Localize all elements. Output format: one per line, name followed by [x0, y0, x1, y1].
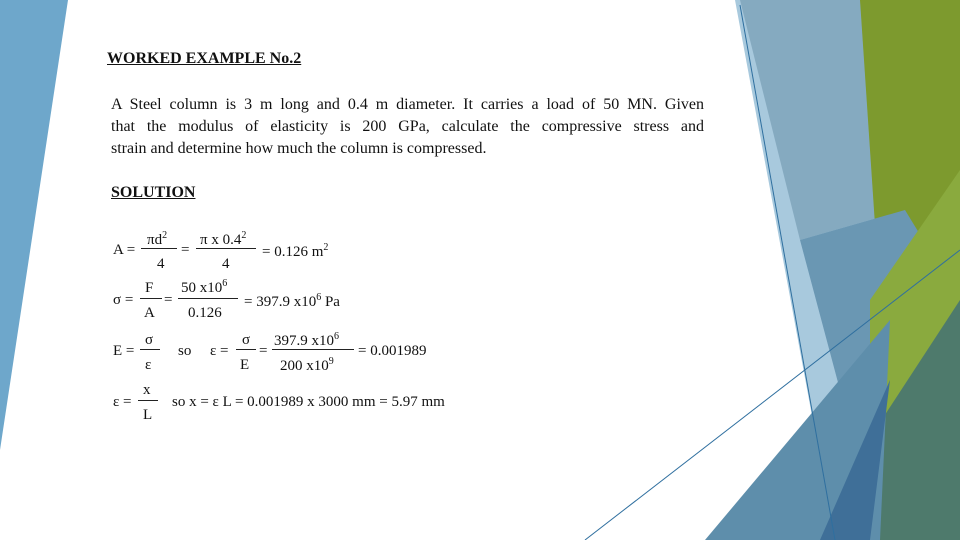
eq3-fraction-bar-3 — [272, 349, 354, 350]
eq4-den1: L — [143, 407, 153, 423]
eq3-fraction-bar-2 — [236, 349, 256, 350]
eq1-fraction-bar-1 — [141, 248, 177, 249]
eq1-num1: $\pi d^2$ — [147, 230, 168, 248]
eq1-den1: 4 — [157, 256, 165, 272]
eq3-num2: σ — [242, 332, 251, 348]
eq4-rhs: so x = ε L = 0.001989 x 3000 mm = 5.97 mm — [172, 394, 445, 410]
eq2-fraction-bar-1 — [140, 298, 162, 299]
eq2-rhs: = 397.9 $x10^6$ Pa — [244, 292, 340, 310]
eq3-den1: ε — [145, 357, 152, 373]
eq3-den3: 200 $x10^9$ — [280, 356, 334, 374]
left-accent-shape — [0, 0, 68, 450]
eq1-equals: = — [181, 242, 190, 258]
eq3-so: so — [178, 343, 192, 359]
eq3-rhs: = 0.001989 — [358, 343, 427, 359]
eq2-lhs: σ = — [113, 292, 134, 308]
eq2-den2: 0.126 — [188, 305, 222, 321]
eq2-equals: = — [164, 292, 173, 308]
eq2-num1: F — [145, 280, 154, 296]
eq1-num2: π x $0.4^2$ — [200, 230, 247, 248]
eq1-fraction-bar-2 — [196, 248, 256, 249]
eq3-equals: = — [259, 343, 268, 359]
eq3-fraction-bar-1 — [140, 349, 160, 350]
eq2-den1: A — [144, 305, 155, 321]
eq4-num1: x — [143, 382, 151, 398]
eq1-lhs: A = — [113, 242, 136, 258]
eq3-num1: σ — [145, 332, 154, 348]
eq2-num2: 50 $x10^6$ — [181, 278, 228, 296]
solution-heading: SOLUTION — [111, 184, 196, 201]
problem-line: A Steel column is 3 m long and 0.4 m diameter. It carries a load of 50 MN. Given — [111, 96, 704, 113]
eq3-eps: ε = — [210, 343, 229, 359]
eq2-fraction-bar-2 — [178, 298, 238, 299]
eq3-num3: 397.9 $x10^6$ — [274, 331, 339, 349]
eq3-den2: E — [240, 357, 250, 373]
eq1-den2: 4 — [222, 256, 230, 272]
problem-line: that the modulus of elasticity is 200 GPa, calculate the compressive stress and — [111, 118, 704, 135]
page-title: WORKED EXAMPLE No.2 — [107, 50, 302, 67]
problem-statement — [111, 94, 704, 160]
problem-line: strain and determine how much the column is compressed. — [111, 140, 487, 157]
eq4-lhs: ε = — [113, 394, 132, 410]
eq3-lhs: E = — [113, 343, 135, 359]
eq4-fraction-bar — [138, 400, 158, 401]
eq1-rhs: = 0.126 $m^2$ — [262, 242, 329, 260]
